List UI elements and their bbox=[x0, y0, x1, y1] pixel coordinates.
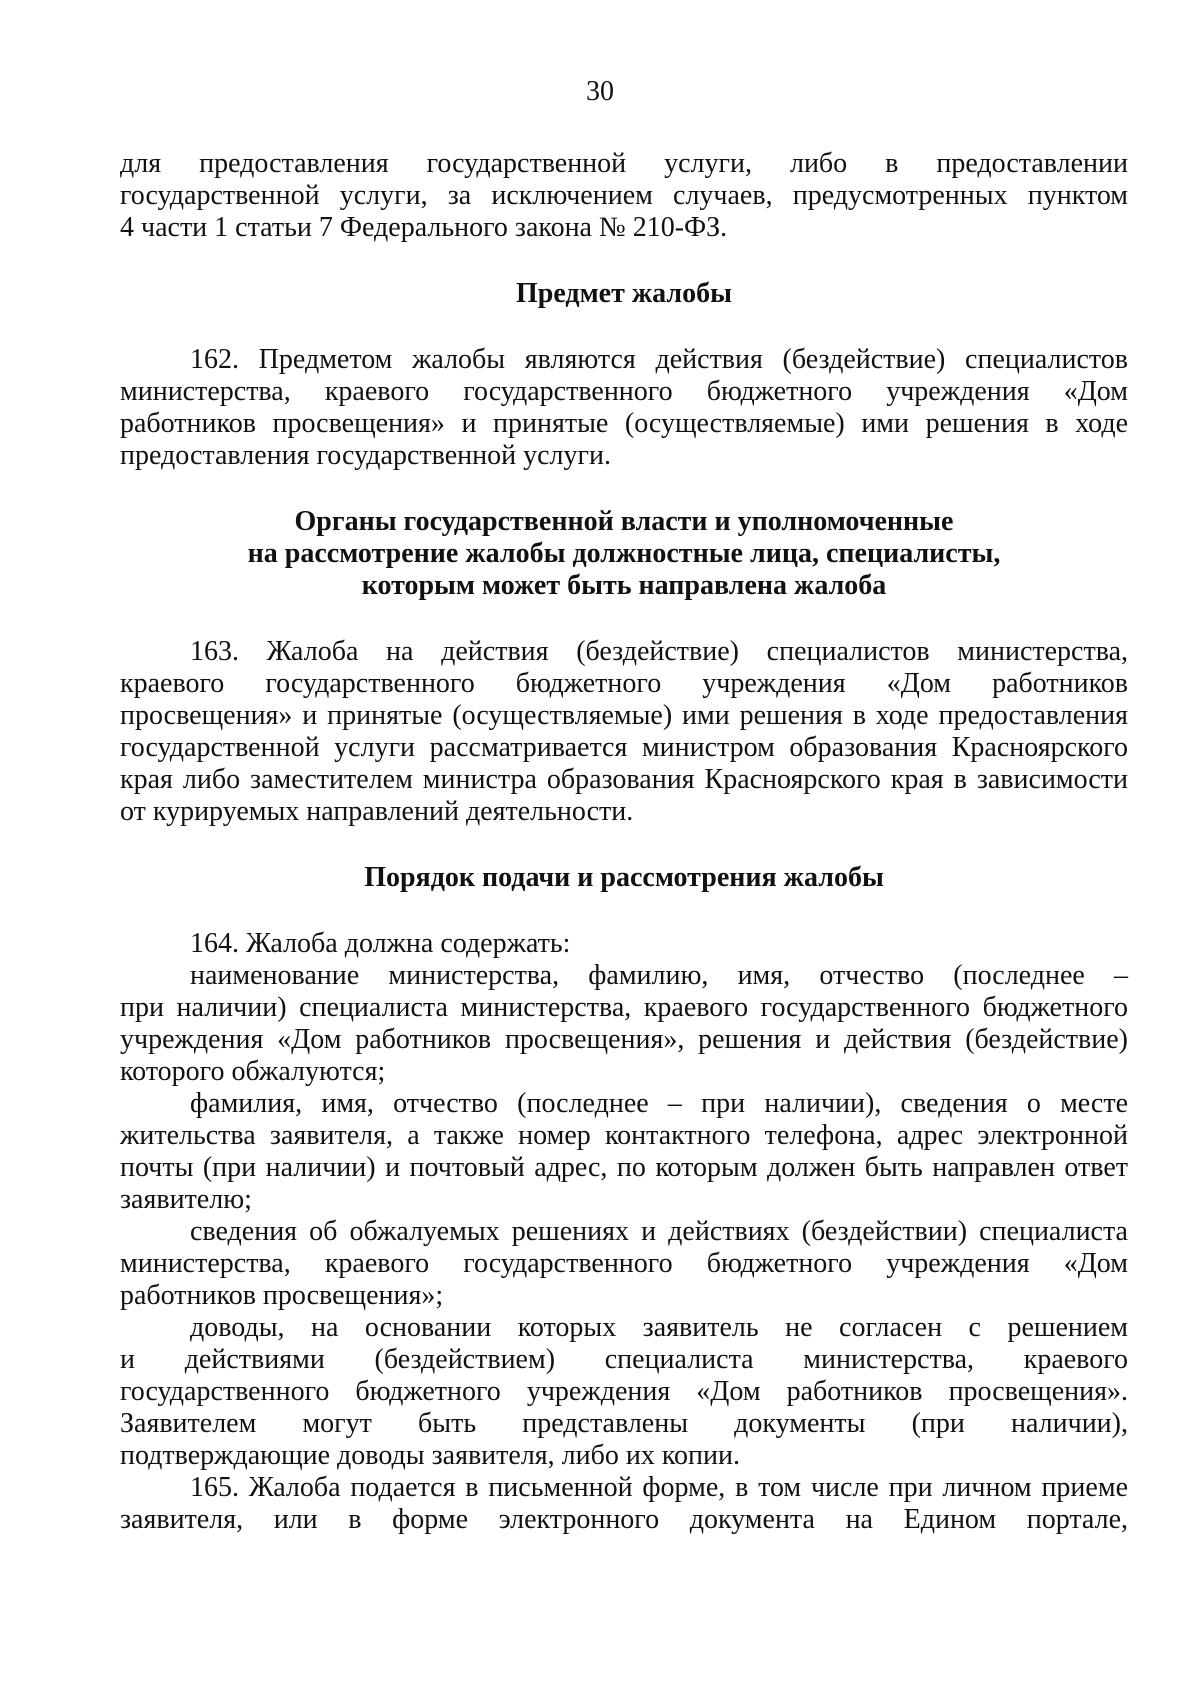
document-body bbox=[120, 148, 1128, 1536]
text-line: 4 части 1 статьи 7 Федерального закона № 210-ФЗ. bbox=[120, 212, 728, 243]
text-line: наименование министерства, фамилию, имя, отчество (последнее – bbox=[190, 960, 1128, 991]
text-line: доводы, на основании которых заявитель не согласен с решением bbox=[190, 1312, 1128, 1343]
text-line: работников просвещения» и принятые (осуществляемые) ими решения в ходе bbox=[120, 408, 1128, 439]
text-line: Заявителем могут быть представлены документы (при наличии), bbox=[120, 1408, 1128, 1439]
text-line: 163. Жалоба на действия (бездействие) специалистов министерства, bbox=[190, 636, 1128, 667]
text-line: при наличии) специалиста министерства, краевого государственного бюджетного bbox=[120, 992, 1128, 1023]
text-line: сведения об обжалуемых решениях и действиях (бездействии) специалиста bbox=[190, 1216, 1128, 1247]
section-heading-subject: Предмет жалобы bbox=[516, 278, 732, 309]
text-line: заявителю; bbox=[120, 1184, 252, 1215]
text-line: предоставления государственной услуги. bbox=[120, 440, 611, 471]
text-line: министерства, краевого государственного бюджетного учреждения «Дом bbox=[120, 1248, 1128, 1279]
text-line: и действиями (бездействием) специалиста министерства, краевого bbox=[120, 1344, 1128, 1375]
text-line: 165. Жалоба подается в письменной форме, в том числе при личном приеме bbox=[190, 1472, 1128, 1503]
text-line: 164. Жалоба должна содержать: bbox=[190, 928, 571, 959]
section-heading-authorities-2: на рассмотрение жалобы должностные лица, специалисты, bbox=[247, 538, 1001, 569]
text-line: государственной услуги, за исключением случаев, предусмотренных пунктом bbox=[120, 180, 1128, 211]
text-line: просвещения» и принятые (осуществляемые) ими решения в ходе предоставления bbox=[120, 700, 1128, 731]
section-heading-procedure: Порядок подачи и рассмотрения жалобы bbox=[364, 862, 884, 893]
text-line: для предоставления государственной услуги, либо в предоставлении bbox=[120, 148, 1128, 179]
text-line: министерства, краевого государственного бюджетного учреждения «Дом bbox=[120, 376, 1128, 407]
page-number: 30 bbox=[586, 76, 614, 107]
text-line: государственного бюджетного учреждения «Дом работников просвещения». bbox=[120, 1376, 1128, 1407]
text-line: которого обжалуются; bbox=[120, 1056, 386, 1087]
section-heading-authorities-3: которым может быть направлена жалоба bbox=[361, 570, 887, 601]
section-heading-authorities-1: Органы государственной власти и уполномоченные bbox=[294, 506, 954, 537]
text-line: учреждения «Дом работников просвещения», решения и действия (бездействие) bbox=[120, 1024, 1128, 1055]
text-line: государственной услуги рассматривается министром образования Красноярского bbox=[120, 732, 1128, 763]
text-line: подтверждающие доводы заявителя, либо их копии. bbox=[120, 1440, 740, 1471]
text-line: краевого государственного бюджетного учреждения «Дом работников bbox=[120, 668, 1128, 699]
text-line: заявителя, или в форме электронного документа на Едином портале, bbox=[120, 1504, 1128, 1535]
text-line: от курируемых направлений деятельности. bbox=[120, 796, 634, 827]
text-line: фамилия, имя, отчество (последнее – при наличии), сведения о месте bbox=[190, 1088, 1128, 1119]
text-line: края либо заместителем министра образования Красноярского края в зависимости bbox=[120, 764, 1128, 795]
text-line: 162. Предметом жалобы являются действия (бездействие) специалистов bbox=[190, 344, 1128, 375]
text-line: почты (при наличии) и почтовый адрес, по которым должен быть направлен ответ bbox=[120, 1152, 1128, 1183]
text-line: работников просвещения»; bbox=[120, 1280, 444, 1311]
text-line: жительства заявителя, а также номер контактного телефона, адрес электронной bbox=[120, 1120, 1128, 1151]
